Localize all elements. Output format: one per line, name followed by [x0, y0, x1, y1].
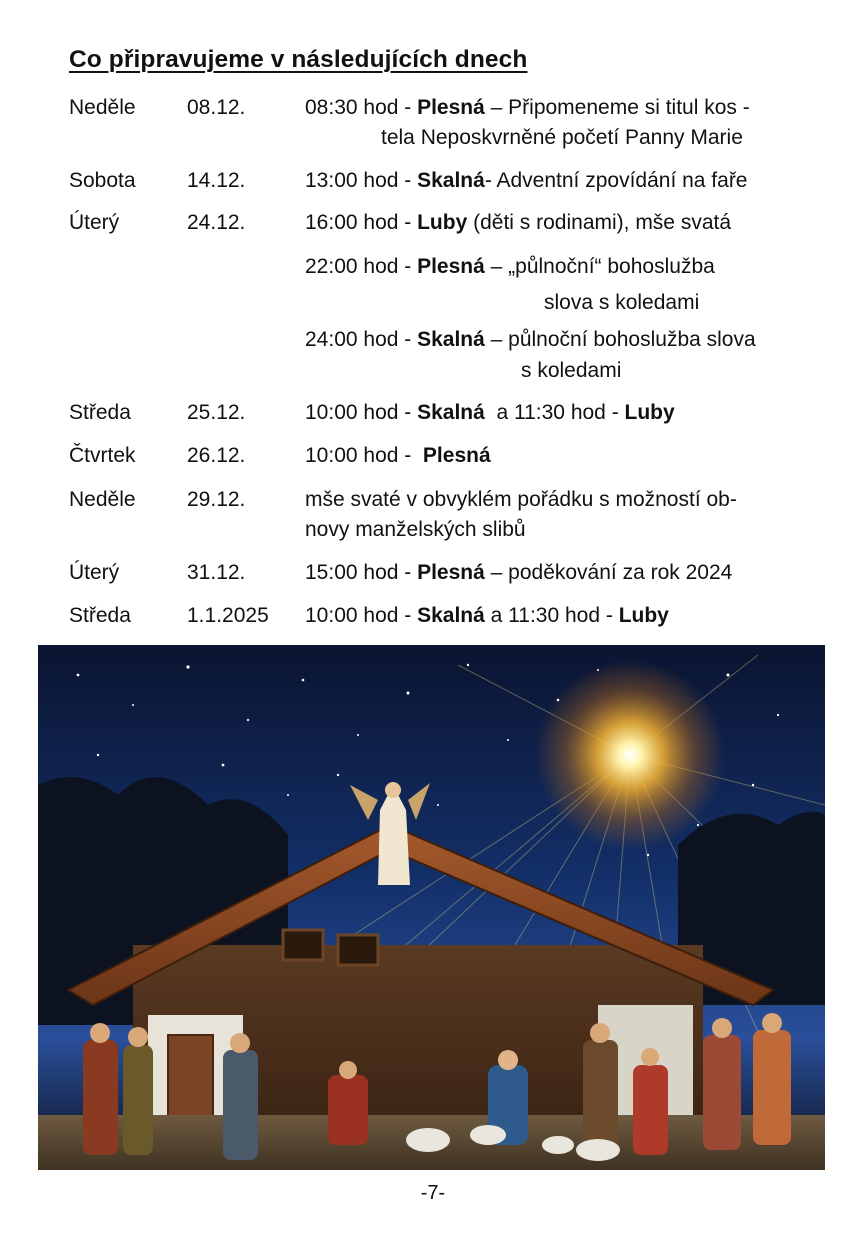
stable-window: [338, 935, 378, 965]
event: [305, 557, 732, 588]
day-name: Sobota: [69, 169, 136, 192]
event-text: a 11:30 hod -: [484, 604, 619, 627]
event-text: a 11:30 hod -: [484, 401, 625, 424]
event-text: – poděkování za rok 2024: [484, 561, 733, 584]
stable-door: [168, 1035, 213, 1120]
event-time: 24:00 hod -: [305, 328, 418, 351]
date: 25.12.: [187, 401, 246, 424]
event-text: - Adventní zpovídání na faře: [484, 169, 748, 192]
event: [305, 324, 756, 355]
event: [305, 440, 491, 471]
date: 26.12.: [187, 444, 246, 467]
event-text: mše svaté v obvyklém pořádku s možností ob-: [305, 488, 737, 511]
event-time: 15:00 hod -: [305, 561, 418, 584]
date: 31.12.: [187, 561, 246, 584]
event-time: 13:00 hod -: [305, 169, 418, 192]
event-place: Skalná: [417, 401, 485, 424]
event-continuation: s koledami: [521, 359, 622, 382]
event: [305, 207, 731, 238]
date: 29.12.: [187, 488, 246, 511]
event-time: 10:00 hod -: [305, 401, 418, 424]
event-text: – „půlnoční“ bohoslužba: [484, 255, 715, 278]
day-name: Úterý: [69, 561, 120, 584]
event: [305, 92, 750, 123]
event-time: 10:00 hod -: [305, 444, 423, 467]
nativity-scene-image: [38, 645, 825, 1170]
event-place: Plesná: [417, 561, 485, 584]
event-place: Plesná: [417, 96, 485, 119]
event-continuation: novy manželských slibů: [305, 518, 526, 541]
page-number: -7-: [420, 1182, 446, 1204]
event: [305, 397, 675, 428]
event-place: Skalná: [417, 604, 485, 627]
day-name: Úterý: [69, 211, 120, 234]
date: 08.12.: [187, 96, 246, 119]
nativity-scene-illustration: [38, 645, 825, 1170]
date: 14.12.: [187, 169, 246, 192]
event-text: – půlnoční bohoslužba slova: [484, 328, 756, 351]
event-place: Plesná: [417, 255, 485, 278]
day-name: Neděle: [69, 96, 136, 119]
event: [305, 600, 669, 631]
event-place: Luby: [417, 211, 468, 234]
event-text: – Připomeneme si titul kos -: [484, 96, 750, 119]
event-place-2: Luby: [618, 604, 669, 627]
event-text: (děti s rodinami), mše svatá: [467, 211, 732, 234]
day-name: Středa: [69, 401, 131, 424]
page-title: Co připravujeme v následujících dnech: [69, 46, 528, 73]
date: 24.12.: [187, 211, 246, 234]
event-continuation: slova s koledami: [544, 291, 700, 314]
event-time: 16:00 hod -: [305, 211, 418, 234]
event-place: Plesná: [422, 444, 491, 467]
event-place: Skalná: [417, 169, 485, 192]
stable-window: [283, 930, 323, 960]
bethlehem-star: [535, 660, 725, 850]
event: [305, 165, 748, 196]
event: [305, 251, 715, 282]
event-time: 08:30 hod -: [305, 96, 418, 119]
day-name: Neděle: [69, 488, 136, 511]
event-place: Skalná: [417, 328, 485, 351]
date: 1.1.2025: [187, 604, 269, 627]
day-name: Středa: [69, 604, 131, 627]
event-time: 10:00 hod -: [305, 604, 418, 627]
event-time: 22:00 hod -: [305, 255, 418, 278]
event-continuation: tela Neposkvrněné početí Panny Marie: [381, 126, 743, 149]
day-name: Čtvrtek: [69, 444, 136, 467]
event-place-2: Luby: [624, 401, 675, 424]
